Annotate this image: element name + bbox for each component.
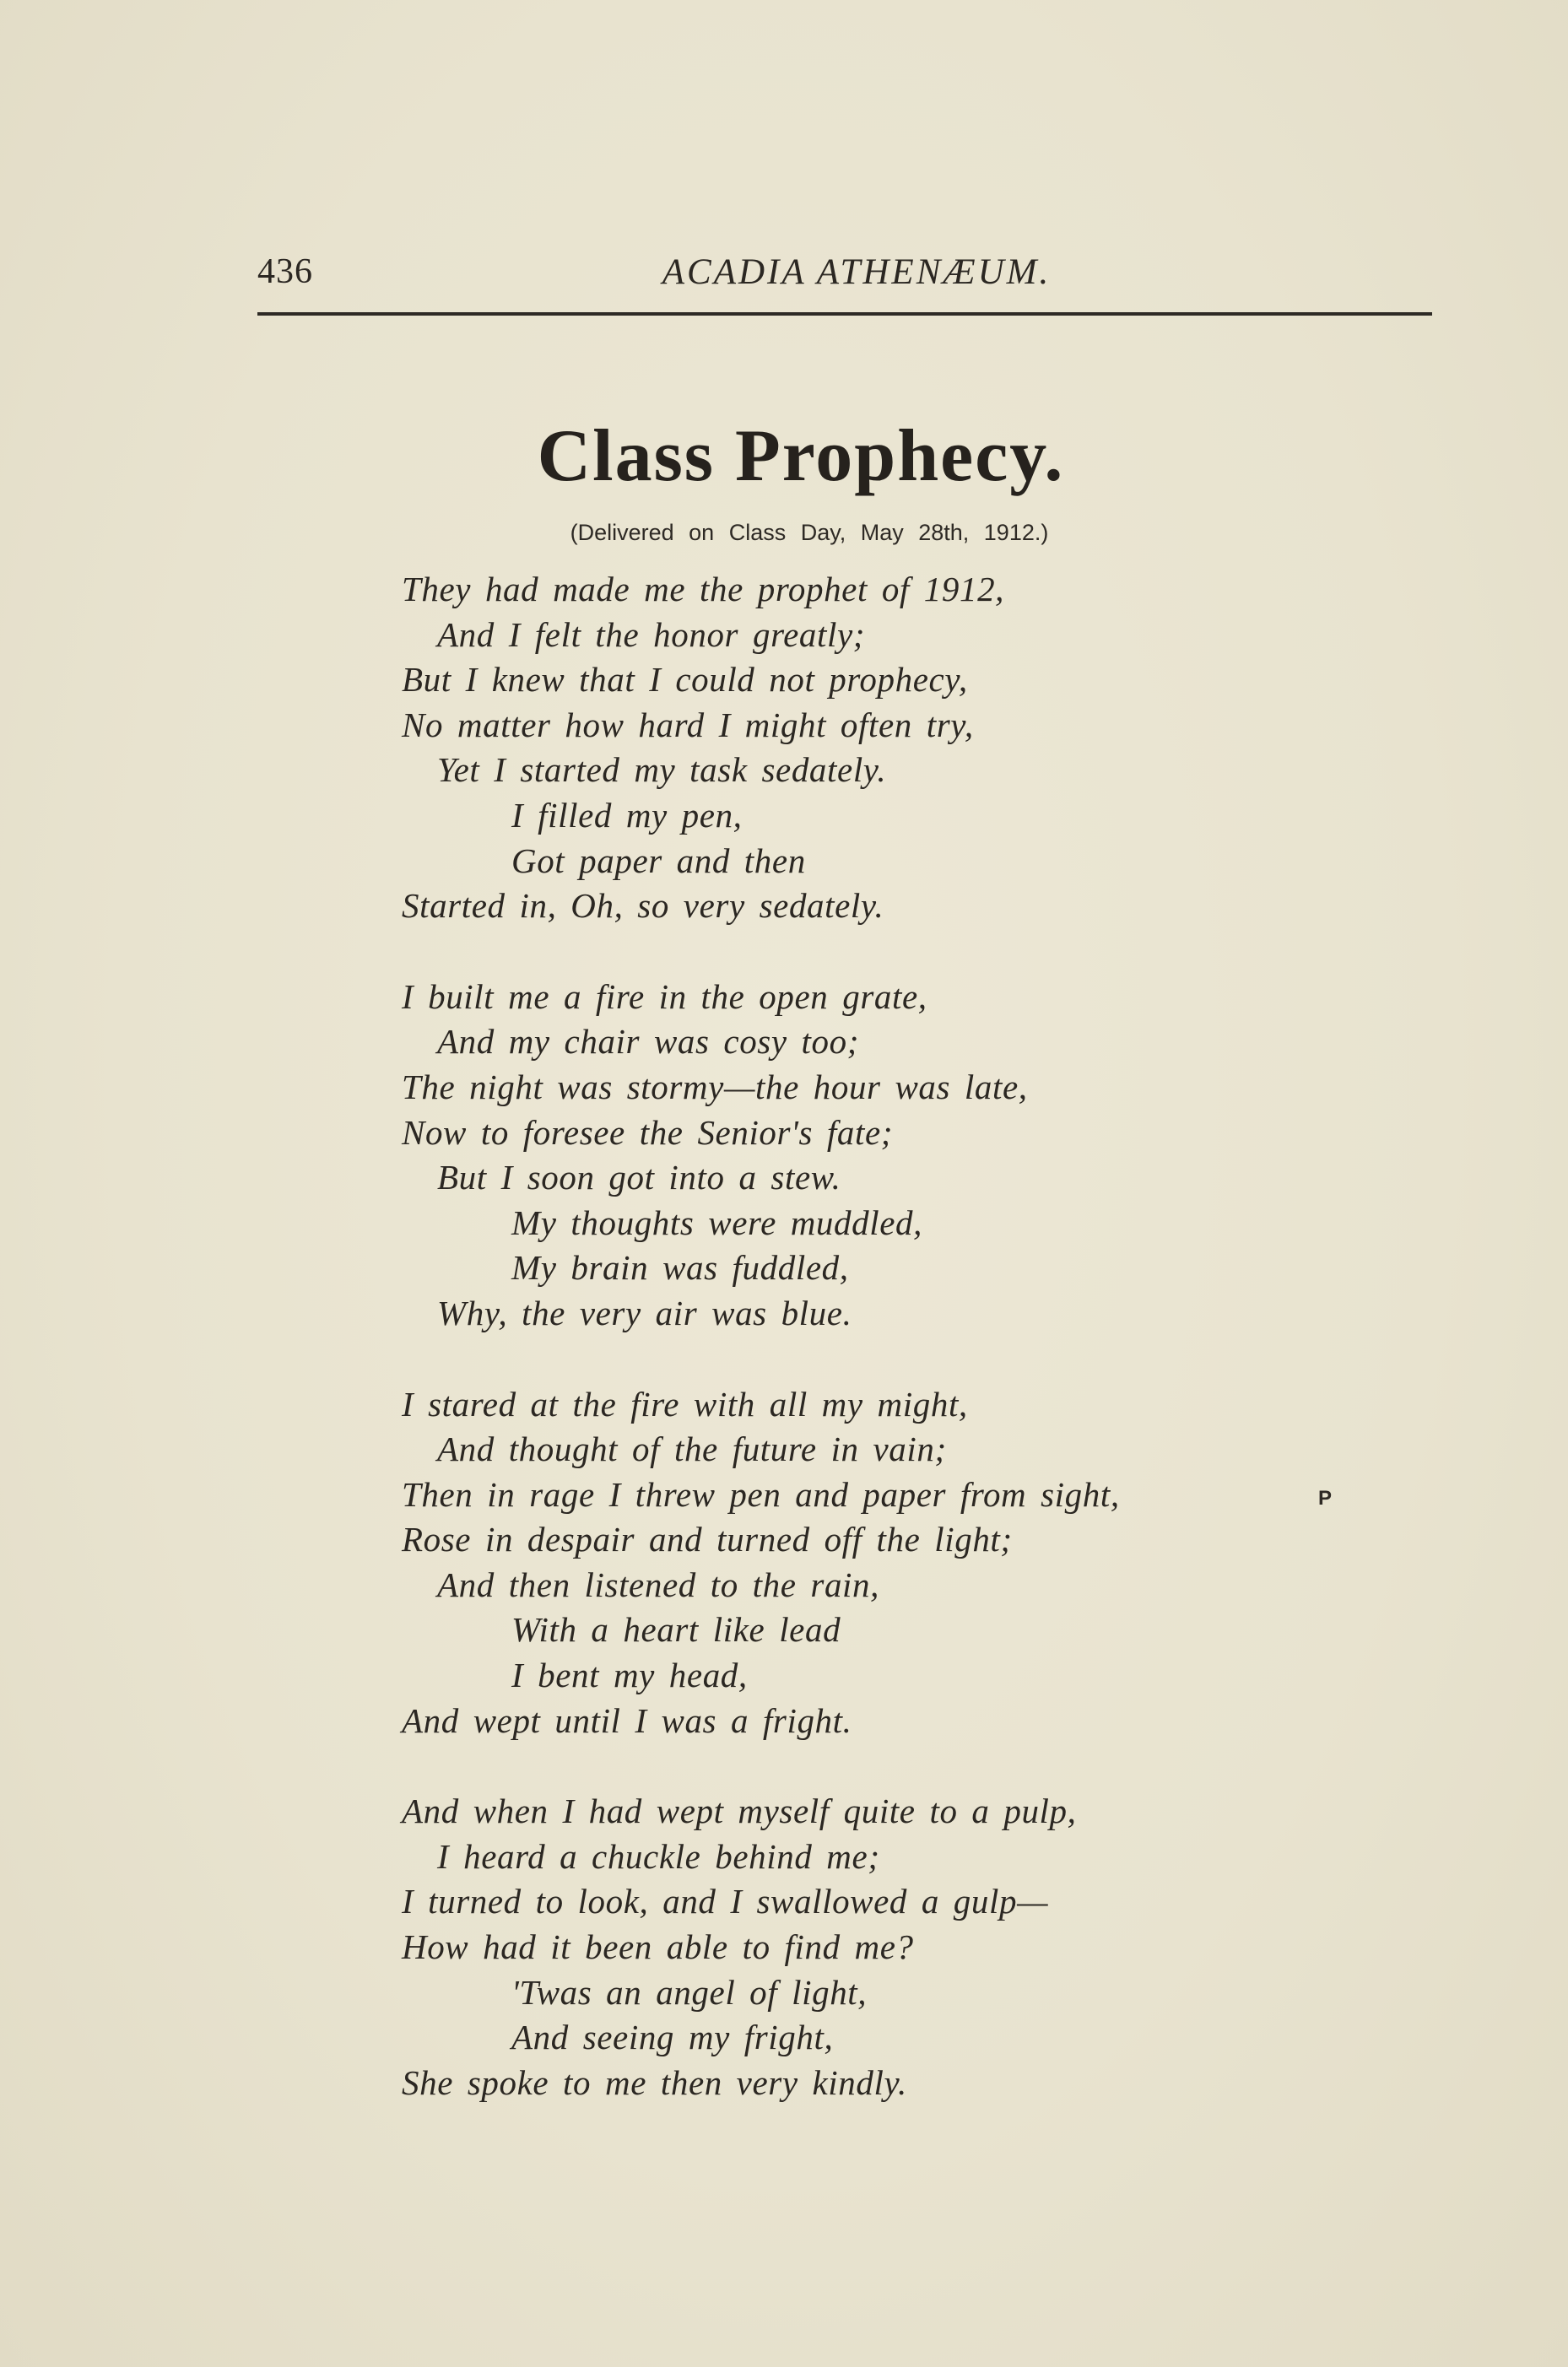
poem-line: Now to foresee the Senior's fate; xyxy=(402,1112,893,1152)
poem-line: No matter how hard I might often try, xyxy=(402,705,974,744)
poem-line: And thought of the future in vain; xyxy=(437,1429,947,1469)
poem-line: Rose in despair and turned off the light; xyxy=(402,1520,1013,1559)
poem-line: I heard a chuckle behind me; xyxy=(437,1836,880,1876)
running-head xyxy=(257,251,1430,302)
stanza-2 xyxy=(402,975,1246,1337)
page-number: 436 xyxy=(257,252,313,291)
poem-line: I built me a fire in the open grate, xyxy=(402,976,927,1016)
margin-mark: P xyxy=(1318,1487,1333,1510)
poem-line: With a heart like lead xyxy=(511,1610,841,1650)
poem-line: Why, the very air was blue. xyxy=(437,1293,852,1332)
poem-line: The night was stormy—the hour was late, xyxy=(402,1067,1028,1106)
header-rule xyxy=(257,312,1432,316)
poem-line: But I knew that I could not prophecy, xyxy=(402,660,968,700)
stanza-4 xyxy=(402,1789,1246,2105)
poem-body xyxy=(402,567,1246,2151)
poem-line: I stared at the fire with all my might, xyxy=(402,1384,968,1424)
poem-line: And wept until I was a fright. xyxy=(402,1700,852,1740)
poem-subtitle: (Delivered on Class Day, May 28th, 1912.) xyxy=(570,520,1049,545)
poem-line: Then in rage I threw pen and paper from sight, xyxy=(402,1474,1120,1514)
poem-line: And my chair was cosy too; xyxy=(437,1022,859,1062)
stanza-3 xyxy=(402,1382,1246,1744)
poem-line: 'Twas an angel of light, xyxy=(511,1972,868,2012)
poem-line: And I felt the honor greatly; xyxy=(437,614,866,654)
poem-line: I filled my pen, xyxy=(511,795,743,835)
poem-line: And seeing my fright, xyxy=(511,2018,834,2057)
poem-line: And when I had wept myself quite to a pulp, xyxy=(402,1791,1077,1831)
poem-line: She spoke to me then very kindly. xyxy=(402,2062,907,2102)
poem-line: Started in, Oh, so very sedately. xyxy=(402,886,884,926)
poem-line: And then listened to the rain, xyxy=(437,1564,879,1604)
poem-line: Got paper and then xyxy=(511,840,806,880)
poem-title: Class Prophecy. xyxy=(537,415,1065,497)
journal-title: ACADIA ATHENÆUM. xyxy=(662,252,1052,292)
poem-line: How had it been able to find me? xyxy=(402,1927,914,1967)
poem-line: They had made me the prophet of 1912, xyxy=(402,570,1005,608)
poem-line: But I soon got into a stew. xyxy=(437,1158,841,1197)
poem-line: My brain was fuddled, xyxy=(511,1248,849,1288)
poem-line: Yet I started my task sedately. xyxy=(437,750,887,790)
poem-line: I bent my head, xyxy=(511,1656,748,1695)
poem-line: My thoughts were muddled, xyxy=(511,1202,922,1242)
stanza-1 xyxy=(402,567,1246,929)
poem-line: I turned to look, and I swallowed a gulp— xyxy=(402,1882,1049,1921)
